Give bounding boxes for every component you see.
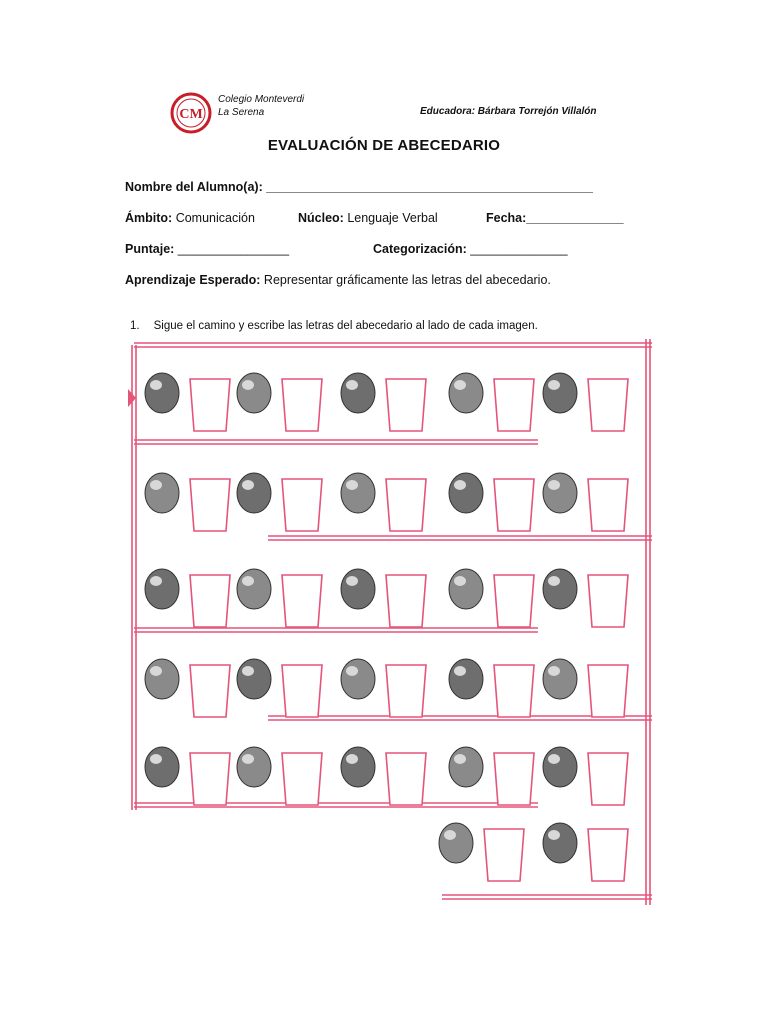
categorizacion-blank[interactable]: ______________	[466, 242, 568, 256]
letter-box-14[interactable]	[588, 575, 628, 627]
xylophone-picture	[543, 747, 577, 787]
letter-box-15[interactable]	[190, 665, 230, 717]
aprendizaje-label: Aprendizaje Esperado:	[125, 273, 261, 287]
school-name-line2: La Serena	[218, 107, 265, 118]
letter-box-16[interactable]	[282, 665, 322, 717]
path-line-row3	[134, 628, 538, 632]
native-child-picture	[237, 473, 271, 513]
path-line-right	[646, 339, 650, 905]
nucleo-label: Núcleo:	[298, 211, 344, 225]
letter-box-12[interactable]	[386, 575, 426, 627]
letter-box-26[interactable]	[588, 829, 628, 881]
cheese-picture	[341, 659, 375, 699]
nest-with-eggs-picture	[449, 569, 483, 609]
school-logo	[170, 92, 212, 134]
alphabet-path-worksheet	[120, 335, 660, 915]
letter-box-21[interactable]	[282, 753, 322, 805]
letter-box-6[interactable]	[282, 479, 322, 531]
donkey-picture	[237, 373, 271, 413]
path-line-row1	[134, 440, 538, 444]
school-name	[218, 93, 304, 119]
letter-box-4[interactable]	[588, 379, 628, 431]
letter-box-20[interactable]	[190, 753, 230, 805]
house-picture	[341, 373, 375, 413]
monkey-picture	[341, 569, 375, 609]
letter-box-9[interactable]	[588, 479, 628, 531]
letter-box-5[interactable]	[190, 479, 230, 531]
letter-box-0[interactable]	[190, 379, 230, 431]
nucleo-field	[298, 211, 438, 225]
letter-box-22[interactable]	[386, 753, 426, 805]
letter-box-25[interactable]	[484, 829, 524, 881]
student-name-field	[125, 180, 593, 194]
educator	[420, 106, 597, 117]
student-blank[interactable]: _______________________________________________	[262, 180, 593, 194]
educator-label: Educadora	[420, 106, 472, 117]
educator-name: : Bárbara Torrejón Villalón	[471, 106, 597, 117]
instruction-number: 1.	[130, 320, 140, 332]
dog-picture	[449, 659, 483, 699]
letter-box-13[interactable]	[494, 575, 534, 627]
hedgehog-picture	[449, 747, 483, 787]
ambito-label: Ámbito:	[125, 211, 173, 225]
path-line-left	[132, 345, 136, 810]
ambito-field	[125, 211, 255, 225]
giraffe-picture	[145, 473, 179, 513]
aprendizaje-value: Representar gráficamente las letras del abecedario.	[260, 273, 551, 287]
frog-picture	[237, 659, 271, 699]
categorizacion-label: Categorización:	[373, 242, 467, 256]
elephant-picture	[543, 373, 577, 413]
letter-box-17[interactable]	[386, 665, 426, 717]
letter-box-24[interactable]	[588, 753, 628, 805]
letter-box-23[interactable]	[494, 753, 534, 805]
fecha-label: Fecha:	[486, 211, 527, 225]
child-picture	[543, 569, 577, 609]
teddy-bear-picture	[543, 659, 577, 699]
cow-picture	[341, 747, 375, 787]
aprendizaje-field	[125, 273, 551, 287]
sun-picture	[145, 659, 179, 699]
student-label: Nombre del Alumno(a):	[125, 180, 263, 194]
letter-box-19[interactable]	[588, 665, 628, 717]
dice-picture	[449, 373, 483, 413]
letter-box-18[interactable]	[494, 665, 534, 717]
letter-box-11[interactable]	[282, 575, 322, 627]
instruction-text: Sigue el camino y escribe las letras del abecedario al lado de cada imagen.	[153, 320, 538, 332]
fecha-field	[486, 211, 624, 225]
path-line-top	[134, 343, 652, 347]
instruction	[130, 320, 538, 332]
cat-picture	[449, 473, 483, 513]
path-line-bottom	[442, 895, 652, 899]
puntaje-blank[interactable]: ________________	[174, 242, 290, 256]
letter-box-8[interactable]	[494, 479, 534, 531]
letter-box-7[interactable]	[386, 479, 426, 531]
nucleo-value: Lenguaje Verbal	[343, 211, 438, 225]
puntaje-label: Puntaje:	[125, 242, 175, 256]
letter-box-3[interactable]	[494, 379, 534, 431]
tomato-picture	[145, 747, 179, 787]
logo-letters: CM	[179, 107, 203, 122]
grapes-picture	[237, 747, 271, 787]
letter-box-1[interactable]	[282, 379, 322, 431]
ant-picture	[341, 473, 375, 513]
ambito-value: Comunicación	[172, 211, 255, 225]
boat-picture	[543, 823, 577, 863]
categorizacion-field	[373, 242, 568, 256]
yarn-ball-picture	[237, 569, 271, 609]
squirrel-picture	[439, 823, 473, 863]
school-name-line1: Colegio Monteverdi	[218, 94, 305, 105]
letter-box-10[interactable]	[190, 575, 230, 627]
path-line-row2	[268, 536, 652, 540]
fecha-blank[interactable]: ______________	[526, 211, 624, 225]
bee-picture	[145, 373, 179, 413]
letter-box-2[interactable]	[386, 379, 426, 431]
volcano-picture	[543, 473, 577, 513]
page-title: EVALUACIÓN DE ABECEDARIO	[267, 137, 501, 154]
puntaje-field	[125, 242, 289, 256]
koala-picture	[145, 569, 179, 609]
